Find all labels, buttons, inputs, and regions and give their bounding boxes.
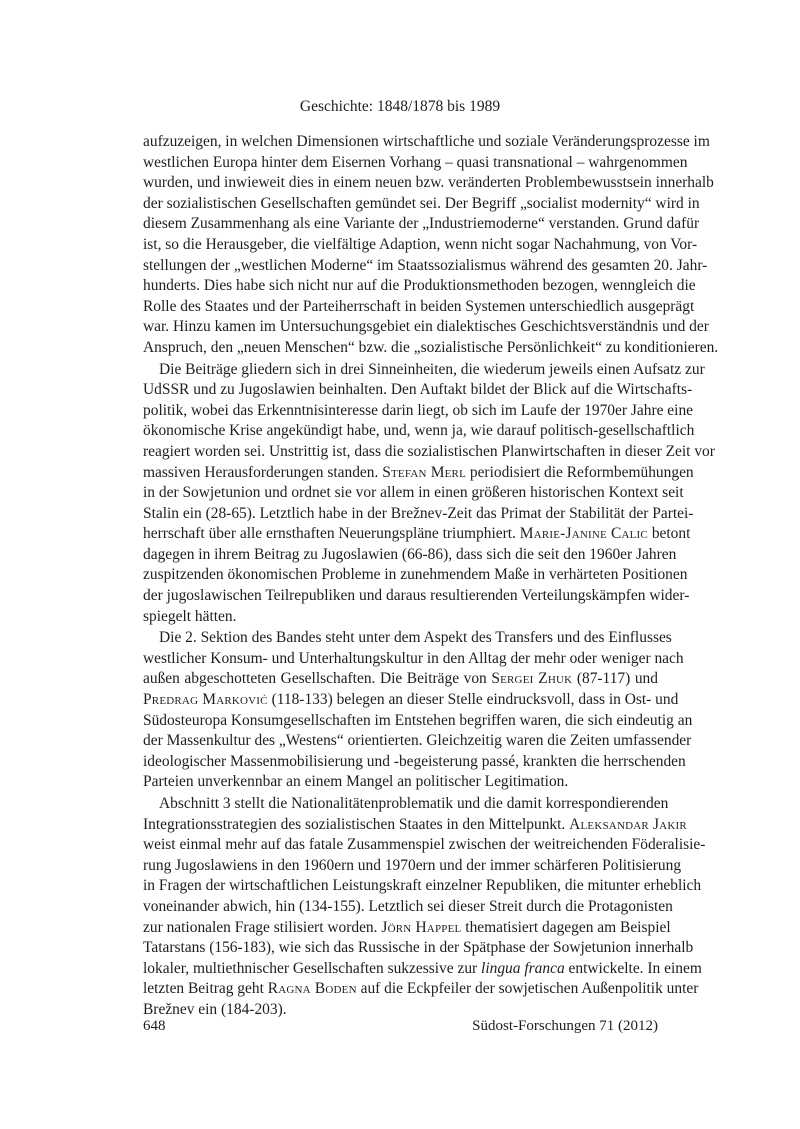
- text-line: der jugoslawischen Teilrepubliken und daraus resultierenden Verteilungskämpfen wider-: [143, 587, 690, 605]
- text-line: hunderts. Dies habe sich nicht nur auf die Produktionsmethoden bezogen, wenngleich die: [143, 277, 696, 295]
- text-line: ist, so die Herausgeber, die vielfältige Adaption, wenn nicht sogar Nachahmung, von Vor-: [143, 235, 698, 253]
- article-body: [143, 132, 719, 1021]
- text-line: Predrag Marković (118-133) belegen an dieser Stelle eindrucksvoll, dass in Ost- und: [143, 691, 679, 709]
- text-line: lokaler, multiethnischer Gesellschaften sukzessive zur lingua franca entwickelte. In einem: [143, 959, 702, 977]
- text-line: Die 2. Sektion des Bandes steht unter dem Aspekt des Transfers und des Einflusses: [159, 629, 672, 647]
- text-line: reagiert worden sei. Unstrittig ist, dass die sozialistischen Planwirtschaften in dieser Zeit vor: [143, 442, 715, 460]
- text-line: voneinander abwich, hin (134-155). Letztlich sei dieser Streit durch die Protagonisten: [143, 897, 673, 915]
- text-line: Südosteuropa Konsumgesellschaften im Entstehen begriffen waren, die sich eindeutig an: [143, 711, 693, 729]
- text-line: stellungen der „westlichen Moderne“ im Staatssozialismus während des gesamten 20. Jahr-: [143, 256, 708, 274]
- text-line: in Fragen der wirtschaftlichen Leistungskraft einzelner Republiken, die mitunter erheblich: [143, 877, 702, 895]
- author-name: Ragna Boden: [267, 980, 357, 998]
- text-line: Tatarstans (156-183), wie sich das Russische in der Spätphase der Sowjetunion innerhalb: [143, 939, 694, 957]
- text-line: in der Sowjetunion und ordnet sie vor allem in einen größeren historischen Kontext seit: [143, 484, 684, 502]
- text-line: Rolle des Staates und der Parteiherrschaft in beiden Systemen unterschiedlich ausgeprägt: [143, 297, 695, 315]
- text-line: Anspruch, den „neuen Menschen“ bzw. die „sozialistische Persönlichkeit“ zu konditionieren.: [143, 338, 719, 356]
- italic-term: lingua franca: [481, 959, 565, 977]
- paragraph: [143, 360, 715, 628]
- text-line: war. Hinzu kamen im Untersuchungsgebiet ein dialektisches Geschichtsverständnis und der: [143, 318, 709, 336]
- text-line: letzten Beitrag geht Ragna Boden auf die Eckpfeiler der sowjetischen Außenpolitik unter: [143, 980, 699, 998]
- text-line: der Massenkultur des „Westens“ orientierten. Gleichzeitig waren die Zeiten umfassender: [143, 732, 692, 750]
- text-line: herrschaft über alle ernsthaften Neuerungspläne triumphiert. Marie-Janine Calic betont: [143, 525, 691, 543]
- author-name: Marie-Janine Calic: [519, 525, 648, 543]
- text-line: rung Jugoslawiens in den 1960ern und 1970ern und der immer schärferen Politisierung: [143, 856, 682, 874]
- paragraph: [143, 132, 719, 359]
- text-line: westlichen Europa hinter dem Eisernen Vorhang – quasi transnational – wahrgenommen: [143, 153, 688, 171]
- text-line: massiven Herausforderungen standen. Stefan Merl periodisiert die Reformbemühungen: [143, 463, 694, 481]
- text-line: weist einmal mehr auf das fatale Zusammenspiel zwischen der weitreichenden Föderalisie-: [143, 836, 706, 854]
- text-line: ideologischer Massenmobilisierung und -begeisterung passé, krankten die herrschenden: [143, 752, 686, 770]
- text-line: westlicher Konsum- und Unterhaltungskultur in den Alltag der mehr oder weniger nach: [143, 649, 684, 667]
- text-line: Brežnev ein (184-203).: [143, 1000, 287, 1018]
- paragraph: [143, 628, 693, 793]
- text-line: Parteien unverkennbar an einem Mangel an politischer Legitimation.: [143, 773, 569, 791]
- author-name: Sergei Zhuk: [491, 670, 573, 688]
- author-name: Aleksandar Jakir: [569, 815, 687, 833]
- text-line: der sozialistischen Gesellschaften gemündet sei. Der Begriff „socialist modernity“ wird in: [143, 194, 700, 212]
- page-footer: [143, 1018, 658, 1035]
- author-name: Stefan Merl: [382, 463, 466, 481]
- text-line: Integrationsstrategien des sozialistischen Staates in den Mittelpunkt. Aleksandar Jakir: [143, 815, 687, 833]
- text-line: Die Beiträge gliedern sich in drei Sinneinheiten, die wiederum jeweils einen Aufsatz zur: [159, 360, 705, 378]
- text-line: dagegen in ihrem Beitrag zu Jugoslawien (66-86), dass sich die seit den 1960er Jahren: [143, 545, 677, 563]
- text-line: außen abgeschotteten Gesellschaften. Die Beiträge von Sergei Zhuk (87-117) und: [143, 670, 658, 688]
- running-head: Geschichte: 1848/1878 bis 1989: [299, 98, 501, 115]
- text-line: politik, wobei das Erkenntnisinteresse darin liegt, ob sich im Laufe der 1970er Jahre eine: [143, 401, 694, 419]
- text-line: zur nationalen Frage stilisiert worden. Jörn Happel thematisiert dagegen am Beispiel: [143, 918, 671, 936]
- author-name: Predrag Marković: [143, 691, 268, 709]
- text-line: zuspitzenden ökonomischen Probleme in zunehmendem Maße in verhärteten Positionen: [143, 566, 688, 584]
- text-line: UdSSR und zu Jugoslawien beinhalten. Den Auftakt bildet der Blick auf die Wirtschafts-: [143, 381, 693, 399]
- text-line: ökonomische Krise angekündigt habe, und, wenn ja, wie darauf politisch-gesellschaftlich: [143, 422, 695, 440]
- page-number: 648: [143, 1018, 166, 1034]
- author-name: Jörn Happel: [381, 918, 462, 936]
- journal-citation: Südost-Forschungen 71 (2012): [472, 1018, 658, 1034]
- text-line: Stalin ein (28-65). Letztlich habe in der Brežnev-Zeit das Primat der Stabilität der Partei-: [143, 504, 694, 522]
- text-line: diesem Zusammenhang als eine Variante der „Industriemoderne“ verstanden. Grund dafür: [143, 215, 700, 233]
- text-line: Abschnitt 3 stellt die Nationalitätenproblematik und die damit korrespondierenden: [159, 795, 669, 812]
- paragraph: [143, 794, 706, 1021]
- text-line: wurden, und inwieweit dies in einem neuen bzw. veränderten Problembewusstsein innerhalb: [143, 174, 714, 192]
- text-line: aufzuzeigen, in welchen Dimensionen wirtschaftliche und soziale Veränderungsprozesse im: [143, 133, 710, 150]
- text-line: spiegelt hätten.: [143, 607, 237, 625]
